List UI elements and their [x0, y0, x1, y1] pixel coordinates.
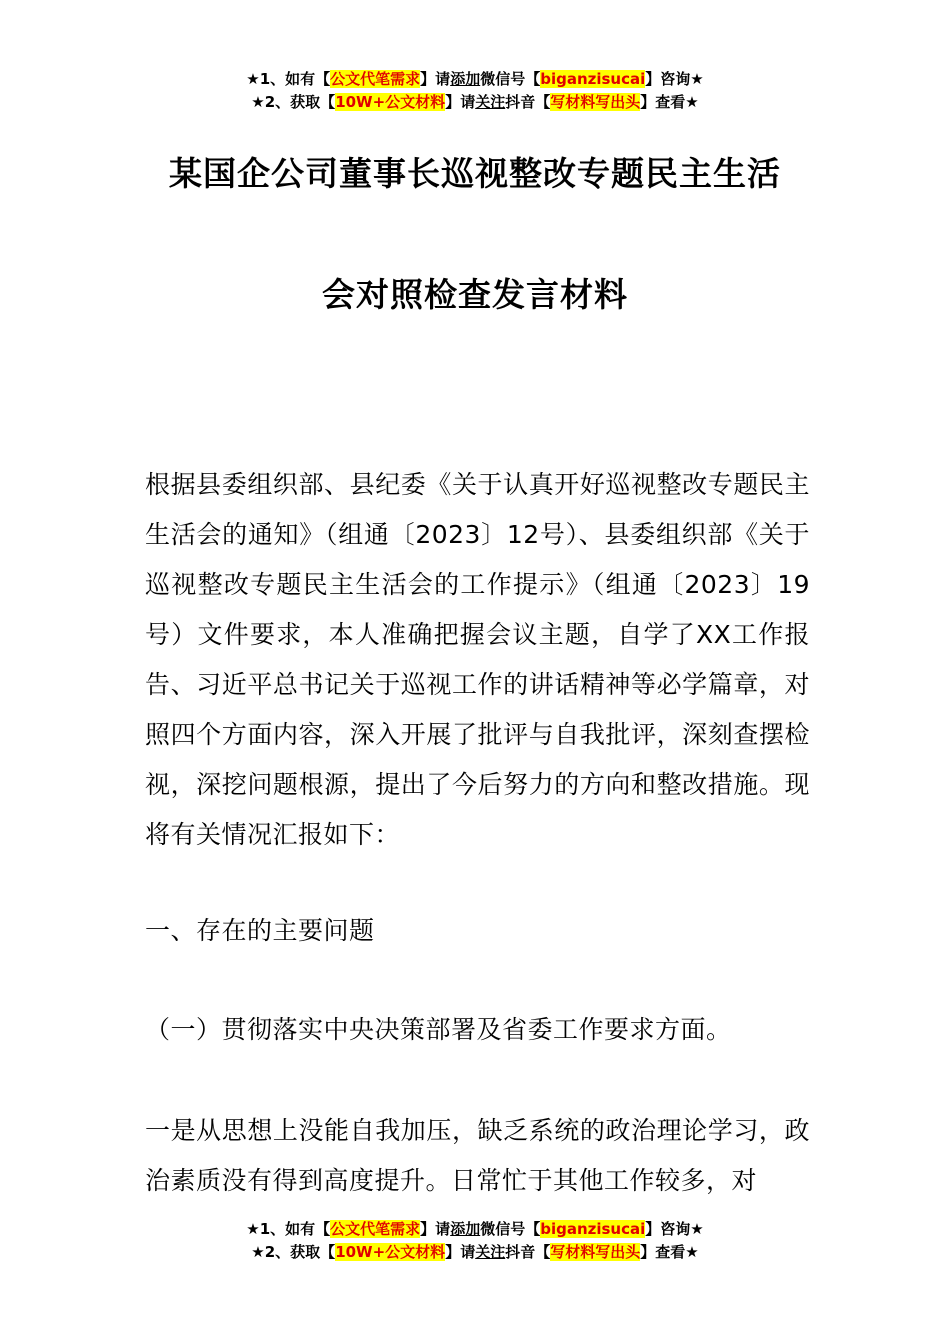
banner-text: 】请: [420, 1220, 451, 1238]
body-paragraph: 一是从思想上没能自我加压，缺乏系统的政治理论学习，政治素质没有得到高度提升。日常忙于其他工作较多，对: [145, 1116, 810, 1195]
banner-highlight: 公文代笔需求: [330, 70, 421, 88]
banner-text: 抖音【: [505, 93, 551, 111]
banner-line-1: [0, 68, 950, 91]
section-heading: 一、存在的主要问题: [145, 916, 375, 945]
banner-underline: 关注: [475, 1243, 506, 1261]
document-title-line-1: 某国企公司董事长巡视整改专题民主生活: [169, 154, 781, 193]
banner-highlight: 10W+公文材料: [335, 1243, 446, 1261]
banner-text: ★1、如有【: [246, 70, 331, 88]
banner-line-1: [0, 1218, 950, 1241]
banner-text: 】请: [445, 93, 476, 111]
footer-banner: [0, 1218, 950, 1264]
banner-text: 】查看★: [640, 93, 699, 111]
banner-text: 】请: [420, 70, 451, 88]
header-banner: [0, 68, 950, 114]
banner-text: ★2、获取【: [251, 1243, 336, 1261]
banner-highlight: 写材料写出头: [550, 1243, 641, 1261]
banner-highlight: 10W+公文材料: [335, 93, 446, 111]
banner-text: 】咨询★: [645, 1220, 704, 1238]
banner-line-2: [0, 91, 950, 114]
banner-text: ★1、如有【: [246, 1220, 331, 1238]
intro-paragraph: 根据县委组织部、县纪委《关于认真开好巡视整改专题民主生活会的通知》（组通〔2023〕12号）、县委组织部《关于巡视整改专题民主生活会的工作提示》（组通〔2023〕19号）文件要求，本人准确把握会议主题，自学了XX工作报告、习近平总书记关于巡视工作的讲话精神等必学篇章，对照四个方面内容，深入开展了批评与自我批评，深刻查摆检视，深挖问题根源，提出了今后努力的方向和整改措施。现将有关情况汇报如下：: [145, 470, 810, 849]
banner-text: 微信号【: [480, 70, 541, 88]
banner-highlight: 写材料写出头: [550, 93, 641, 111]
banner-text: 】咨询★: [645, 70, 704, 88]
banner-text: ★2、获取【: [251, 93, 336, 111]
banner-text: 】请: [445, 1243, 476, 1261]
banner-highlight: biganzisucai: [540, 70, 646, 88]
banner-underline: 关注: [475, 93, 506, 111]
banner-highlight: 公文代笔需求: [330, 1220, 421, 1238]
banner-line-2: [0, 1241, 950, 1264]
banner-underline: 添加: [450, 70, 481, 88]
document-title-line-2: 会对照检查发言材料: [322, 275, 628, 314]
banner-text: 微信号【: [480, 1220, 541, 1238]
banner-text: 】查看★: [640, 1243, 699, 1261]
banner-underline: 添加: [450, 1220, 481, 1238]
subsection-heading: （一）贯彻落实中央决策部署及省委工作要求方面。: [145, 1015, 732, 1044]
banner-highlight: biganzisucai: [540, 1220, 646, 1238]
banner-text: 抖音【: [505, 1243, 551, 1261]
